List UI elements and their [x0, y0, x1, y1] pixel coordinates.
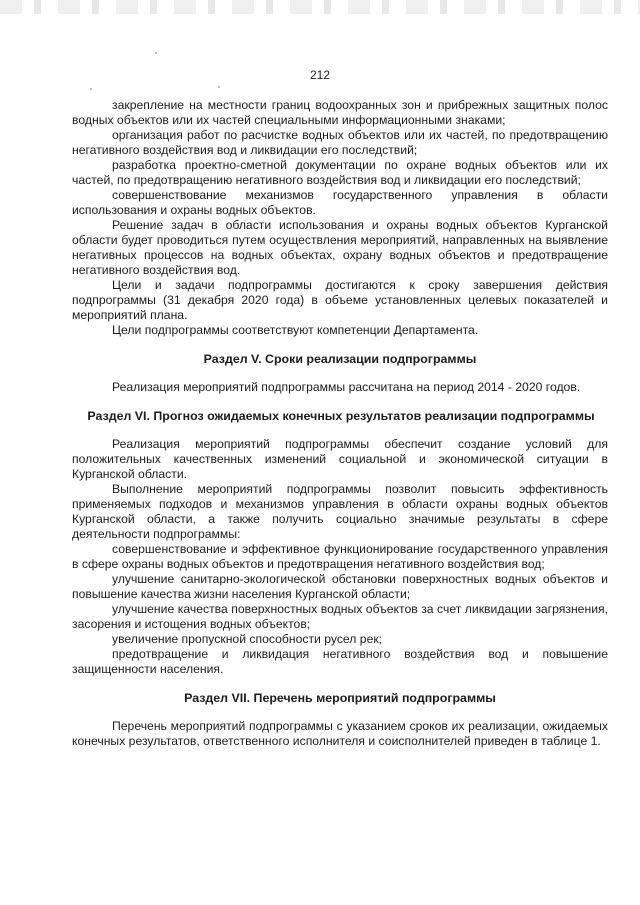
paragraph: совершенствование механизмов государственного управления в области использования и охраны водных объектов. [72, 188, 608, 217]
section-heading: Раздел VII. Перечень мероприятий подпрограммы [184, 691, 496, 705]
paragraph: предотвращение и ликвидация негативного воздействия вод и повышение защищенности населения. [72, 647, 608, 676]
section-heading: Раздел V. Сроки реализации подпрограммы [203, 352, 477, 366]
scan-speck [155, 52, 157, 54]
paragraph: Цели подпрограммы соответствуют компетенции Департамента. [112, 323, 479, 337]
scan-artifact-strip [0, 0, 640, 14]
paragraph: совершенствование и эффективное функционирование государственного управления в сфере охраны водных объектов и предотвращения негативного воздействия вод; [72, 542, 608, 571]
paragraph: Реализация мероприятий подпрограммы рассчитана на период 2014 - 2020 годов. [112, 380, 581, 394]
paragraph: Реализация мероприятий подпрограммы обеспечит создание условий для положительных качественных изменений социальной и экономической ситуации в Курганской области. [72, 437, 608, 481]
paragraph: закрепление на местности границ водоохранных зон и прибрежных защитных полос водных объектов или их частей специальными информационными знаками; [72, 98, 608, 127]
paragraph: Цели и задачи подпрограммы достигаются к сроку завершения действия подпрограммы (31 декабря 2020 года) в объеме установленных целевых показателей и мероприятий плана. [72, 278, 608, 322]
paragraph: Перечень мероприятий подпрограммы с указанием сроков их реализации, ожидаемых конечных результатов, ответственного исполнителя и соисполнителей приведен в таблице 1. [72, 719, 608, 748]
document-body [72, 98, 608, 749]
paragraph: разработка проектно-сметной документации по охране водных объектов или их частей, по предотвращению негативного воздействия вод и ликвидации его последствий; [72, 158, 608, 187]
page-number: 212 [309, 68, 331, 82]
paragraph: организация работ по расчистке водных объектов или их частей, по предотвращению негативного воздействия вод и ликвидации его последствий; [72, 128, 608, 157]
paragraph: Решение задач в области использования и охраны водных объектов Курганской области будет проводиться путем осуществления мероприятий, направленных на выявление негативных процессов на водных объектах, охрану водных объектов и предотвращение негативного воздействия вод. [72, 218, 608, 277]
scan-speck [218, 86, 220, 88]
paragraph: улучшение качества поверхностных водных объектов за счет ликвидации загрязнения, засорения и истощения водных объектов; [72, 602, 608, 631]
paragraph: увеличение пропускной способности русел рек; [112, 632, 383, 646]
paragraph: Выполнение мероприятий подпрограммы позволит повысить эффективность применяемых подходов и механизмов управления в области охраны водных объектов Курганской области, а также получить социально значимые результаты в сфере деятельности подпрограммы: [72, 482, 608, 541]
section-heading: Раздел VI. Прогноз ожидаемых конечных результатов реализации подпрограммы [87, 409, 595, 423]
paragraph: улучшение санитарно-экологической обстановки поверхностных водных объектов и повышение качества жизни населения Курганской области; [72, 572, 608, 601]
scan-speck [90, 88, 92, 90]
